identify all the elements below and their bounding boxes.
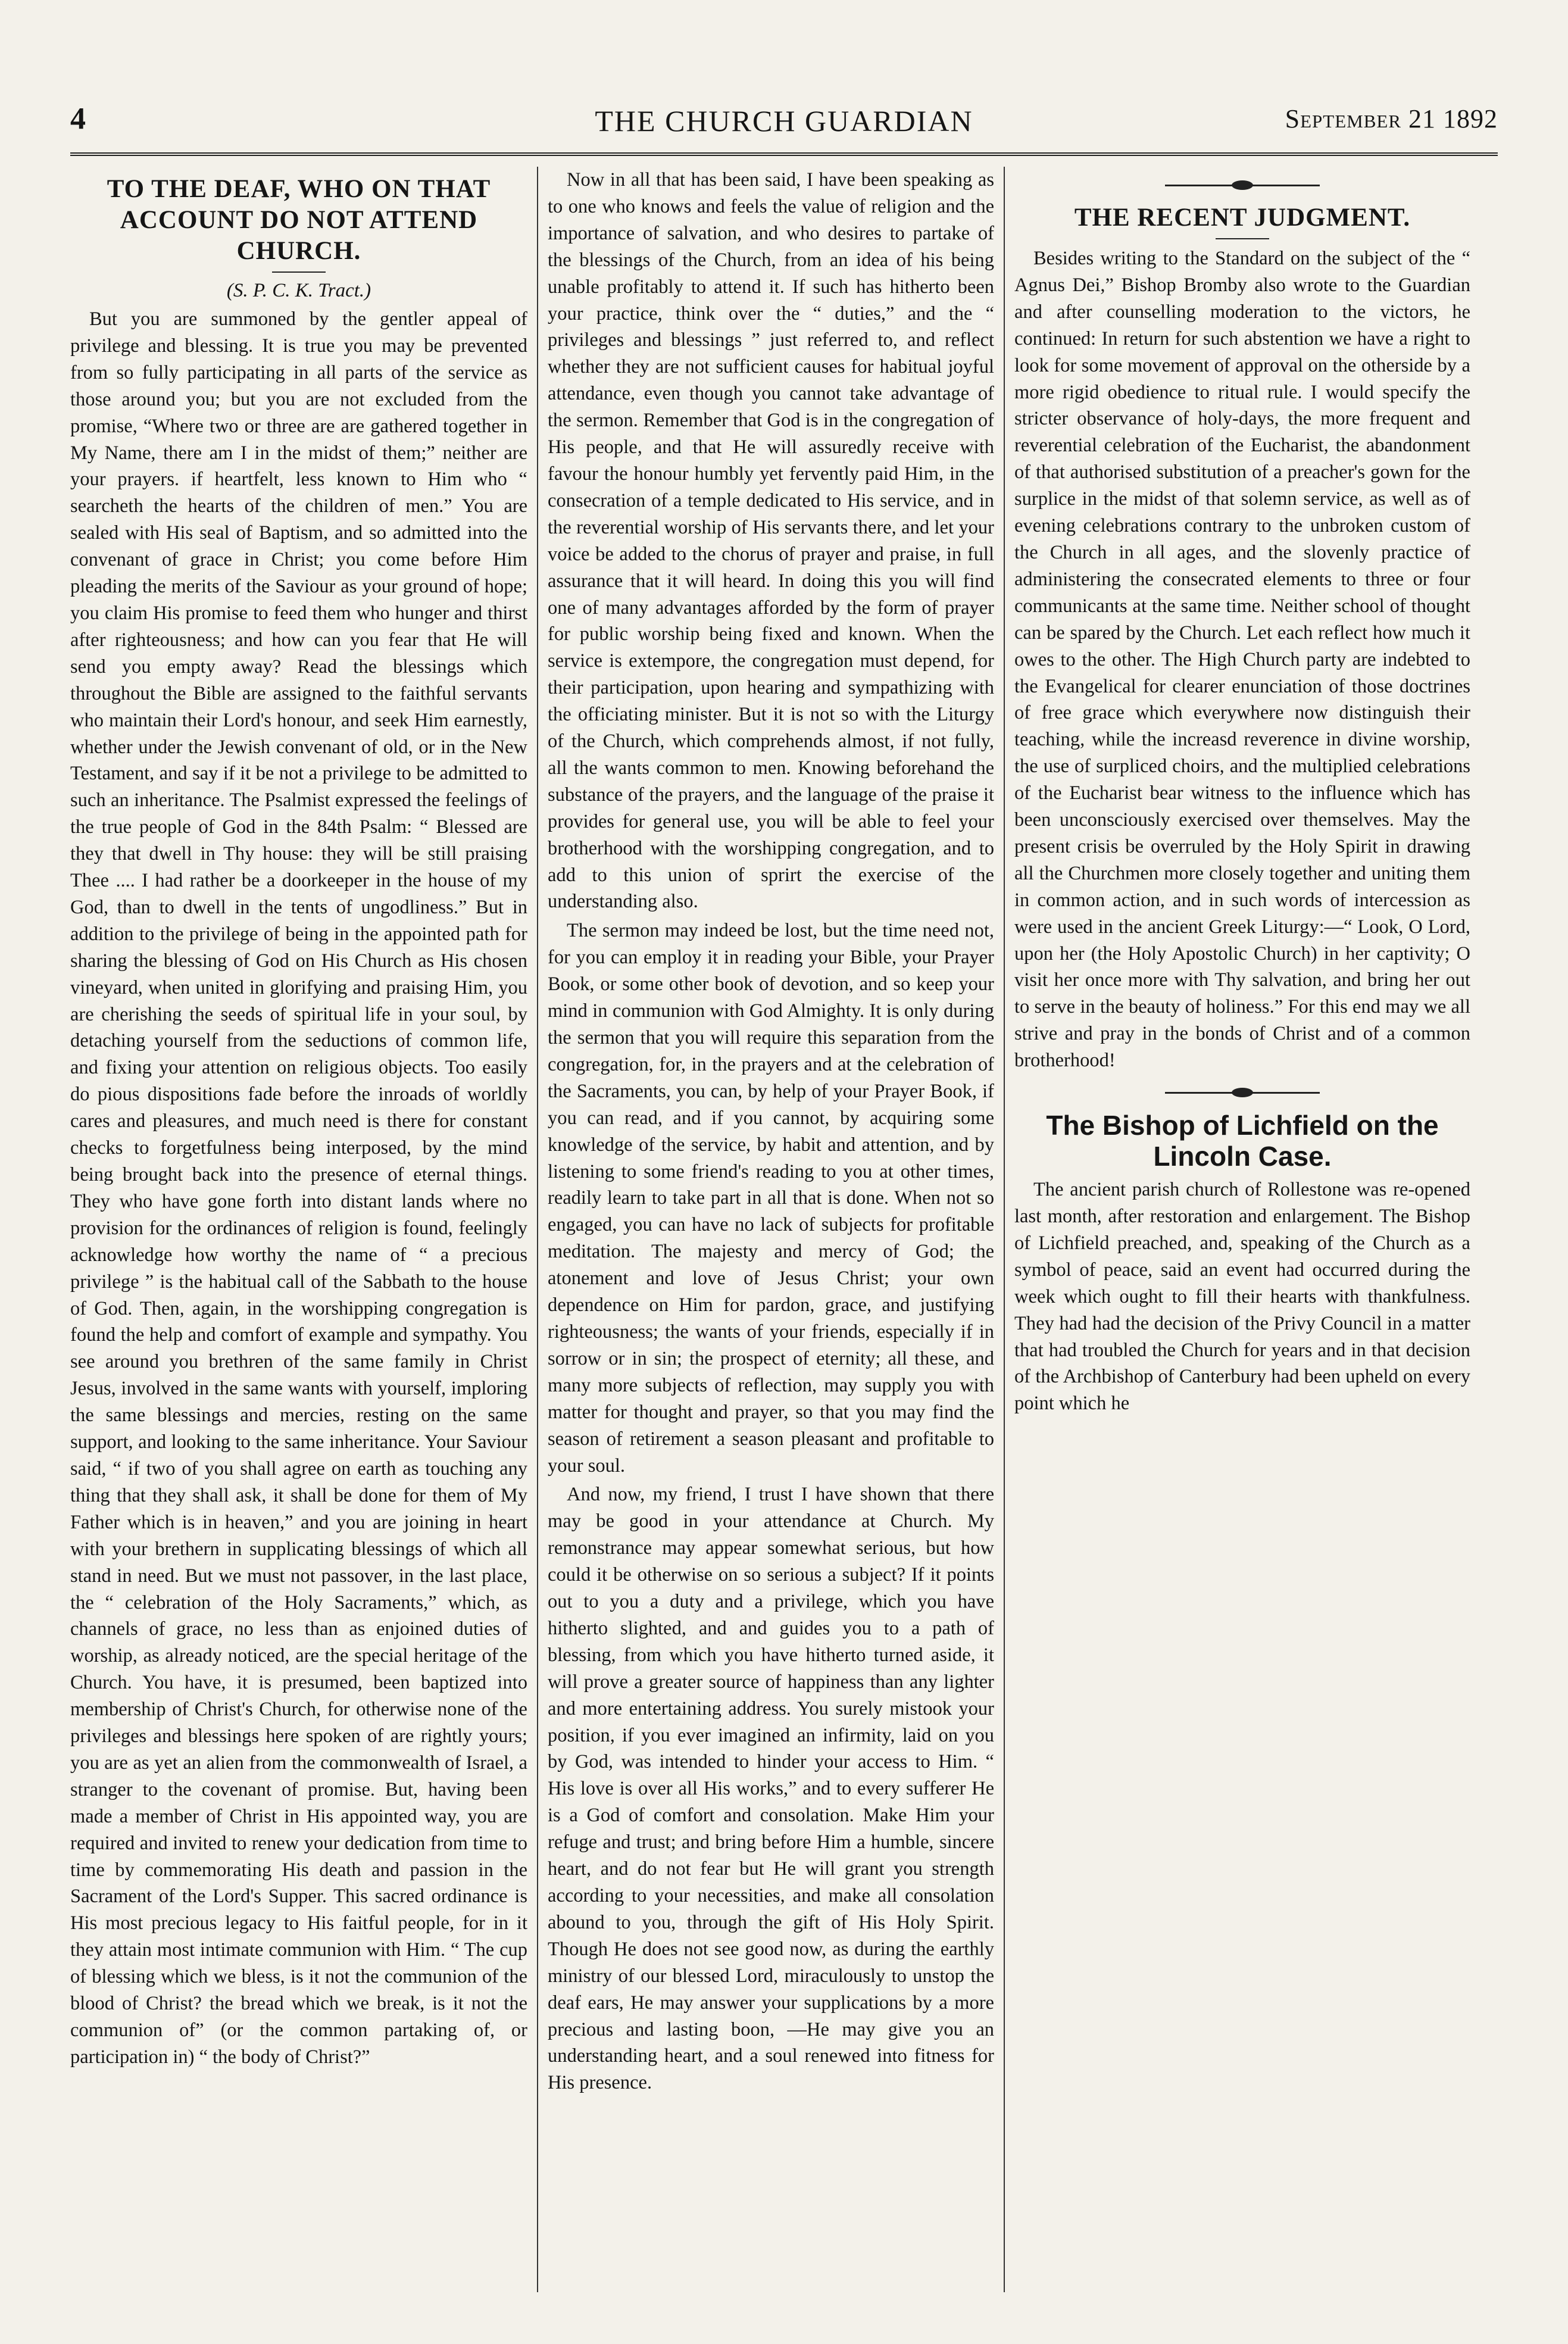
article-paragraph: And now, my friend, I trust I have shown that there may be good in your attendance at Church. My remonstrance may appear somewhat serious, but how could it be otherwise on so serious a subject? If it points out to you a duty and a privilege, which you have hitherto slighted, and and guides you to a path of blessing, from which you have hitherto turned aside, it will prove a greater source of happiness than any lighter and more entertaining address. You surely mistook your position, if you ever imagined an infirmity, laid on you by God, was intended to hinder your access to Him. “ His love is over all His works,” and to every sufferer He is a God of comfort and consolation. Make Him your refuge and trust; and bring before Him a humble, sincere heart, and do not fear but He will grant you strength according to your necessities, and make all consolation abound to you, through the gift of His Holy Spirit. Though He does not see good now, as during the earthly ministry of our blessed Lord, miraculously to unstop the deaf ears, He may answer your supplications by a more precious and lasting boon, —He may give you an understanding heart, and a soul renewed into fitness for His presence. — [548, 1484, 994, 2094]
section-divider-ornament — [1165, 181, 1320, 189]
article-paragraph — [548, 167, 994, 915]
newspaper-page — [70, 95, 1498, 2298]
issue-date: September 21 1892 — [1285, 104, 1498, 133]
article-paragraph: The ancient parish church of Rollestone was re-opened last month, after restoration and enlargement. The Bishop of Lichfield preached, and, speaking of the Church as a symbol of peace, said an event had occurred during the week which ought to fill their hearts with thankfulness. They had had the decision of the Privy Council in a matter that had troubled the Church for years and in that decision of the Archbishop of Canterbury had been upheld on every point which he — [1014, 1179, 1470, 1415]
article-source: (S. P. C. K. Tract.) — [226, 280, 371, 301]
article-headline: TO THE DEAF, WHO ON THAT ACCOUNT DO NOT ATTEND CHURCH. — [107, 175, 491, 265]
article-columns — [70, 167, 1498, 2292]
masthead — [70, 95, 1498, 156]
article-paragraph: The sermon may indeed be lost, but the time need not, for you can employ it in reading your Bible, your Prayer Book, or some other book of devotion, and so keep your mind in communion with God Almighty. It is only during the sermon that you will require this separation from the congregation, for, in the prayers and at the celebration of the Sacraments, you can, by help of your Prayer Book, if you can read, and if you cannot, by acquiring some knowledge of the service, by habit and attention, and by listening to some friend's reading to you at other times, readily learn to take part in all that is done. When not so engaged, you can have no lack of subjects for profitable meditation. The majesty and mercy of God; the atonement and love of Jesus Christ; your own dependence on Him for pardon, grace, and justifying righteousness; the wants of your friends, especially if in sorrow or in sin; the prospect of eternity; all these, and many more subjects of reflection, may supply you with matter for thought and prayer, so that you may find the season of retirement a season pleasant and profitable to your soul. — [548, 920, 994, 1477]
article-headline: The Bishop of Lichfield on the Lincoln Case. — [1046, 1110, 1439, 1172]
column-2 — [537, 167, 1004, 2292]
headline-rule — [272, 271, 326, 273]
column-1 — [70, 167, 537, 2292]
paragraph-text: Now in all that has been said, I have been speaking as to one who knows and feels the value of religion and the importance of salvation, and who desires to partake of the blessings of the Church, from an idea of his being unable profitably to attend it. If such has hitherto been your practice, think over the “ duties,” and the “ privileges and blessings ” just referred to, and reflect whether they are not sufficient causes for habitual joyful attendance, even though you cannot take advantage of the sermon. Remember that God is in the congregation of His people, and that He will assuredly receive with favour the honour humbly yet fervently paid Him, in the consecration of a temple dedicated to His service, and in the reverential worship of His servants there, and let your voice be added to the chorus of prayer and praise, in full assurance that it will heard. In doing this you will find one of many advantages afforded by the form of prayer for public worship being fixed and known. When the service is extempore, the congregation must depend, for their participation, upon hearing and sympathizing with the officiating minister. But it is not so with the Liturgy of the Church, which comprehends almost, if not fully, all the wants common to men. Knowing beforehand the substance of the prayers, and the language of the praise it provides for general use, you will be able to feel your brotherhood with the worshipping congregation, and to add to this union of sprirt the exercise of the understanding also. — [548, 169, 994, 913]
article-paragraph: But you are summoned by the gentler appeal of privilege and blessing. It is true you may be prevented from so fully participating in all parts of the service as those around you; but you are not excluded from the promise, “Where two or three are are gathered together in My Name, there am I in the midst of them;” neither are your prayers. if heartfelt, less known to Him who “ searcheth the hearts of the children of men.” You are sealed with His seal of Baptism, and so admitted into the convenant of grace in Christ; you come before Him pleading the merits of the Saviour as your ground of hope; you claim His promise to feed them who hunger and thirst after righteousness; and how can you fear that He will send you empty away? Read the blessings which throughout the Bible are assigned to the faithful servants who maintain their Lord's honour, and seek Him earnestly, whether under the Jewish convenant of old, or in the New Testament, and say if it be not a privilege to be admitted to such an inheritance. The Psalmist expressed the feelings of the true people of God in the 84th Psalm: “ Blessed are they that dwell in Thy house: they will be still praising Thee .... I had rather be a doorkeeper in the house of my God, than to dwell in the tents of ungodliness.” But in addition to the privilege of being in the appointed path for sharing the blessing of God on His Church as His chosen vineyard, when united in glorifying and praising Him, you are cherishing the seeds of spiritual life in your soul, by detaching yourself from the seductions of common life, and fixing your attention on religious objects. Too easily do pious dispositions fade before the inroads of worldly cares and pleasures, and much need is there for constant checks to forgetfulness being interposed, by the mind being brought back into the presence of eternal things. They who have gone forth into distant lands where no provision for the ordinances of religion is found, feelingly acknowledge how worthy the name of “ a precious privilege ” is the habitual call of the Sabbath to the house of God. Then, again, in the worshipping congregation is found the help and comfort of example and sympathy. You see around you brethren of the same family in Christ Jesus, involved in the same wants with yourself, imploring the same blessings and mercies, resting on the same support, and looking to the same inheritance. Your Saviour said, “ if two of you shall agree on earth as touching any thing that they shall ask, it shall be done for them of My Father which is in heaven,” and you are joining in heart with your brethern in supplicating blessings of which all stand in need. But we must not passover, in the last place, the “ celebration of the Holy Sacraments,” which, as channels of grace, no less than as enjoined duties of worship, as already noticed, are the special heritage of the Church. You have, it is presumed, been baptized into membership of Christ's Church, for otherwise none of the privileges and blessings here spoken of are rightly yours; you are as yet an alien from the commonwealth of Israel, a stranger to the covenant of promise. But, having been made a member of Christ in His appointed way, you are required and invited to renew your dedication from time to time by commemorating His death and passion in the Sacrament of the Lord's Supper. This sacred ordinance is His most precious legacy to His faitful people, for in it they attain most intimate communion with Him. “ The cup of blessing which we bless, is it not the communion of the blood of Christ? the bread which we break, is it not the communion of” (or the common partaking of, or participation in) “ the body of Christ?” — [70, 308, 527, 2068]
column-3 — [1004, 167, 1470, 2292]
page-number: 4 — [70, 102, 86, 136]
article-paragraph: Besides writing to the Standard on the subject of the “ Agnus Dei,” Bishop Bromby also wrote to the Guardian and after counselling moderation to the victors, he continued: In return for such abstention we have a right to look for some movement of approval on the otherside by a more rigid obedience to ritual rule. I would specify the stricter observance of holy-days, the more frequent and reverential celebration of the Eucharist, the abandonment of that authorised substitution of a preacher's gown for the surplice in the midst of that solemn service, as well as of evening celebrations contrary to the unbroken custom of the Church in all ages, and the slovenly practice of administering the consecrated elements to three or four communicants at the same time. Neither school of thought can be spared by the Church. Let each reflect how much it owes to the other. The High Church party are indebted to the Evangelical for clearer enunciation of those doctrines of free grace which everywhere now distinguish their teaching, while the increasd reverence in divine worship, the use of surpliced choirs, and the multiplied celebrations of the Eucharist bear witness to the influence which has been unconsciously exercised over themselves. May the present crisis be overruled by the Holy Spirit in drawing all the Churchmen more closely together and uniting them in common action, and in such words of intercession as were used in the ancient Greek Liturgy:—“ Look, O Lord, upon her (the Holy Apostolic Church) in her captivity; O visit her once more with Thy salvation, and bring her out to serve in the beauty of holiness.” For this end may we all strive and pray in the bonds of Christ and of a common brotherhood! — [1014, 248, 1470, 1072]
section-divider-ornament — [1165, 1088, 1320, 1097]
paper-title: THE CHURCH GUARDIAN — [595, 104, 973, 138]
article-headline: THE RECENT JUDGMENT. — [1074, 204, 1411, 232]
headline-rule — [1216, 238, 1269, 239]
